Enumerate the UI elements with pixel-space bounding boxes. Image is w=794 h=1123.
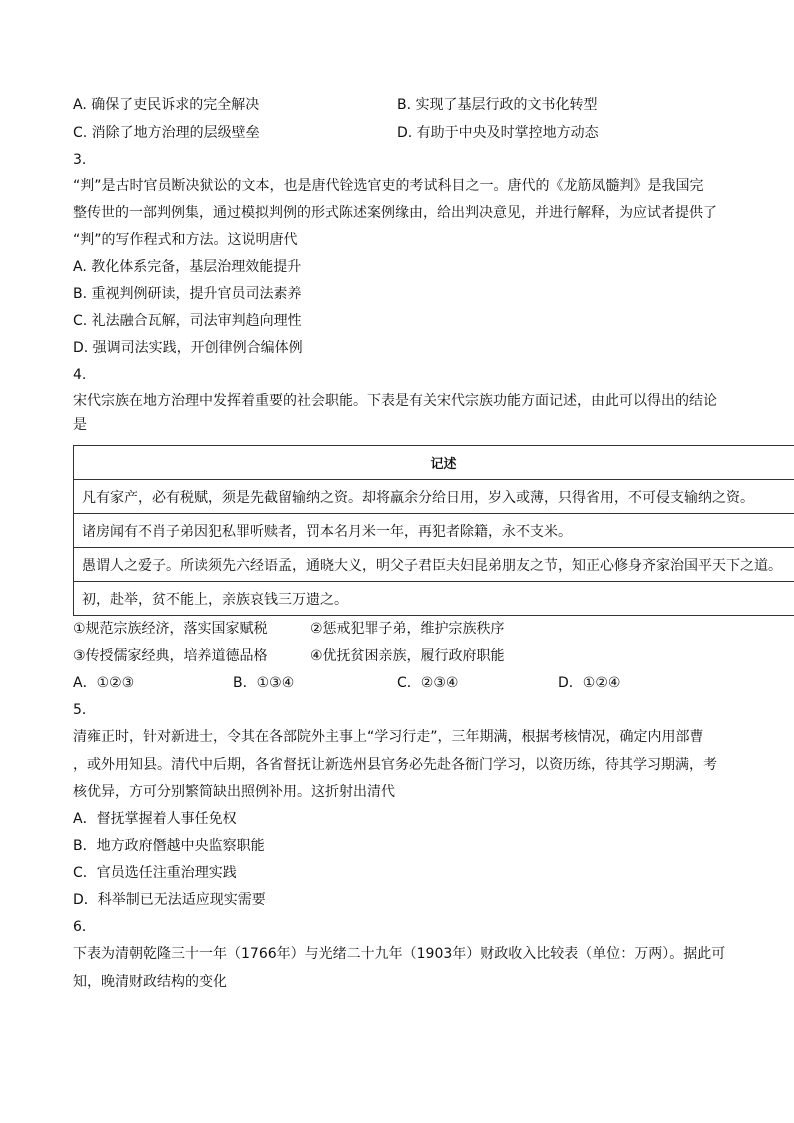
q5-option-a: A．督抚掌握着人事任免权 — [73, 811, 237, 827]
q3-option-a: A. 教化体系完备，基层治理效能提升 — [73, 259, 302, 275]
q4-item-3: ③传授儒家经典，培养道德品格 — [73, 648, 268, 664]
q5-option-c: C．官员选任注重治理实践 — [73, 865, 237, 881]
q4-option-d: D．①②④ — [558, 675, 621, 691]
q2-option-d: D. 有助于中央及时掌控地方动态 — [397, 125, 599, 141]
q6-number: 6． — [73, 919, 96, 935]
q3-stem-line-1: “判”是古时官员断决狱讼的文本，也是唐代铨选官吏的考试科目之一。唐代的《龙筋凤髓判》是我国完 — [73, 178, 704, 194]
q3-option-c: C. 礼法融合瓦解，司法审判趋向理性 — [73, 313, 302, 329]
q5-stem-line-2: ，或外用知县。清代中后期，各省督抚让新选州县官务必先赴各衙门学习，以资历练，待其学习期满，考 — [73, 757, 717, 773]
table-row: 凡有家产，必有税赋，须是先截留输纳之资。却将羸余分给日用，岁入或薄，只得省用，不可侵支输纳之资。 — [74, 480, 794, 514]
table-header: 记述 — [74, 446, 794, 480]
q5-stem-line-3: 核优异，方可分别繁简缺出照例补用。这折射出清代 — [73, 784, 395, 800]
q2-option-a: A. 确保了吏民诉求的完全解决 — [73, 97, 260, 113]
table-row: 诸房闻有不肖子弟因犯私罪听赎者，罚本名月米一年，再犯者除籍，永不支米。 — [74, 514, 794, 548]
table-row: 初，赴举，贫不能上，亲族哀钱三万遗之。 — [74, 582, 794, 616]
q4-item-1: ①规范宗族经济，落实国家赋税 — [73, 621, 268, 637]
q4-option-a: A．①②③ — [73, 675, 135, 691]
q3-option-b: B. 重视判例研读，提升官员司法素养 — [73, 286, 302, 302]
q6-stem-line-2: 知，晚清财政结构的变化 — [73, 974, 227, 990]
table-row: 愚谓人之爱子。所读须先六经语孟，通晓大义，明父子君臣夫妇昆弟朋友之节，知正心修身齐家治国平天下之道。 — [74, 548, 794, 582]
q5-option-d: D．科举制已无法适应现实需要 — [73, 892, 266, 908]
q5-stem-line-1: 清雍正时，针对新进士，令其在各部院外主事上“学习行走”，三年期满，根据考核情况，确定内用部曹 — [73, 729, 704, 745]
q3-stem-line-2: 整传世的一部判例集，通过模拟判例的形式陈述案例缘由，给出判决意见，并进行解释，为应试者提供了 — [73, 205, 717, 221]
q4-option-b: B．①③④ — [233, 675, 295, 691]
q2-option-c: C. 消除了地方治理的层级壁垒 — [73, 125, 260, 141]
q4-item-4: ④优抚贫困亲族，履行政府职能 — [310, 648, 505, 664]
q4-item-2: ②惩戒犯罪子弟，维护宗族秩序 — [310, 621, 505, 637]
q4-number: 4. — [73, 367, 87, 383]
q3-stem-line-3: “判”的写作程式和方法。这说明唐代 — [73, 232, 298, 248]
q4-option-c: C．②③④ — [397, 675, 459, 691]
q4-records-table — [73, 445, 794, 620]
q3-number: 3. — [73, 152, 87, 168]
q3-option-d: D. 强调司法实践，开创律例合编体例 — [73, 340, 303, 356]
q4-stem-line-1: 宋代宗族在地方治理中发挥着重要的社会职能。下表是有关宋代宗族功能方面记述，由此可以得出的结论 — [73, 393, 717, 409]
q4-stem-line-2: 是 — [73, 417, 87, 433]
q5-number: 5． — [73, 702, 96, 718]
q5-option-b: B．地方政府僭越中央监察职能 — [73, 838, 265, 854]
q6-stem-line-1: 下表为清朝乾隆三十一年（1766年）与光绪二十九年（1903年）财政收入比较表（单位：万两）。据此可 — [73, 946, 726, 962]
q2-option-b: B. 实现了基层行政的文书化转型 — [397, 97, 598, 113]
